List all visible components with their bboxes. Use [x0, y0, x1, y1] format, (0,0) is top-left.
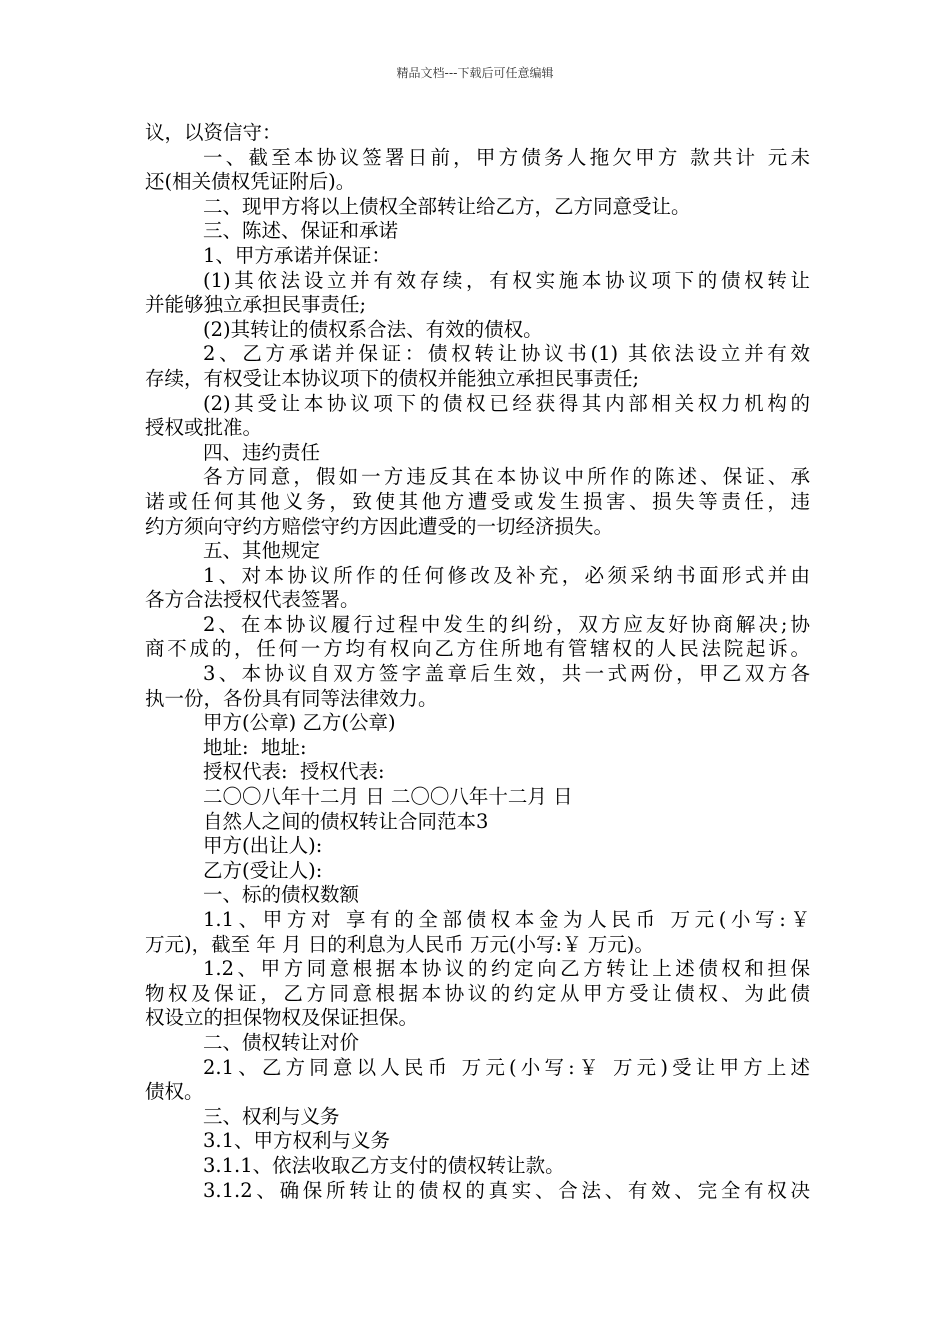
text-line: 授权或批准。 — [145, 416, 263, 440]
text-line: 权设立的担保物权及保证担保。 — [145, 1006, 419, 1030]
text-line: 授权代表: 授权代表: — [203, 760, 385, 784]
text-line: 地址: 地址: — [203, 735, 307, 759]
text-line: 债权。 — [145, 1080, 204, 1104]
text-line: 三、陈述、保证和承诺 — [203, 219, 399, 243]
text-line: 各方合法授权代表签署。 — [145, 588, 360, 612]
text-line: 3.1.1、依法收取乙方支付的债权转让款。 — [203, 1153, 565, 1177]
text-line: 1.1、甲方对 享有的全部债权本金为人民币 万元(小写:￥ — [203, 908, 810, 931]
text-line: (1)其依法设立并有效存续，有权实施本协议项下的债权转让 — [203, 268, 810, 292]
text-line: 二、债权转让对价 — [203, 1030, 360, 1054]
text-line: 1.2、甲方同意根据本协议的约定向乙方转让上述债权和担保 — [203, 957, 810, 981]
text-line: 1、甲方承诺并保证： — [203, 243, 391, 267]
text-line: 自然人之间的债权转让合同范本3 — [203, 809, 489, 833]
text-line: 物权及保证，乙方同意根据本协议的约定从甲方受让债权、为此债 — [145, 981, 810, 1005]
text-line: 五、其他规定 — [203, 539, 321, 563]
text-line: 万元)，截至 年 月 日的利息为人民币 万元(小写:￥ 万元)。 — [145, 932, 654, 956]
text-line: 3.1.2、确保所转让的债权的真实、合法、有效、完全有权决 — [203, 1178, 810, 1202]
text-line: 二、现甲方将以上债权全部转让给乙方，乙方同意受让。 — [203, 194, 691, 218]
text-line: 并能够独立承担民事责任; — [145, 293, 367, 317]
text-line: 2、在本协议履行过程中发生的纠纷，双方应友好协商解决;协 — [203, 612, 810, 636]
text-line: 约方须向守约方赔偿守约方因此遭受的一切经济损失。 — [145, 514, 614, 538]
text-line: 诺或任何其他义务，致使其他方遭受或发生损害、损失等责任，违 — [145, 489, 810, 513]
text-line: 1、对本协议所作的任何修改及补充，必须采纳书面形式并由 — [203, 563, 810, 587]
text-line: 四、违约责任 — [203, 440, 321, 464]
text-line: 2、乙方承诺并保证：债权转让协议书(1) 其依法设立并有效 — [203, 342, 810, 366]
text-line: 3、本协议自双方签字盖章后生效，共一式两份，甲乙双方各 — [203, 662, 810, 686]
text-line: 甲方(公章) 乙方(公章) — [203, 711, 396, 735]
text-line: 甲方(出让人): — [203, 834, 323, 858]
text-line: 执一份，各份具有同等法律效力。 — [145, 686, 438, 710]
text-line: 议，以资信守： — [145, 121, 282, 144]
text-line: 一、截至本协议签署日前，甲方债务人拖欠甲方 款共计 元未 — [203, 145, 810, 169]
text-line: 三、权利与义务 — [203, 1104, 340, 1128]
text-line: 3.1、甲方权利与义务 — [203, 1129, 391, 1153]
text-line: 2.1、乙方同意以人民币 万元(小写:￥ 万元)受让甲方上述 — [203, 1055, 810, 1079]
document-body — [145, 121, 810, 1203]
text-line: (2)其受让本协议项下的债权已经获得其内部相关权力机构的 — [203, 391, 810, 415]
text-line: 乙方(受让人): — [203, 858, 323, 882]
text-line: 存续，有权受让本协议项下的债权并能独立承担民事责任; — [145, 366, 640, 390]
text-line: 商不成的，任何一方均有权向乙方住所地有管辖权的人民法院起诉。 — [145, 637, 810, 661]
text-line: 各方同意，假如一方违反其在本协议中所作的陈述、保证、承 — [203, 465, 810, 489]
text-line: (2)其转让的债权系合法、有效的债权。 — [203, 317, 543, 341]
text-line: 还(相关债权凭证附后)。 — [145, 170, 356, 194]
text-line: 二〇〇八年十二月 日 二〇〇八年十二月 日 — [203, 785, 573, 809]
text-line: 一、标的债权数额 — [203, 883, 360, 907]
page-header: 精品文档---下载后可任意编辑 — [396, 66, 554, 80]
